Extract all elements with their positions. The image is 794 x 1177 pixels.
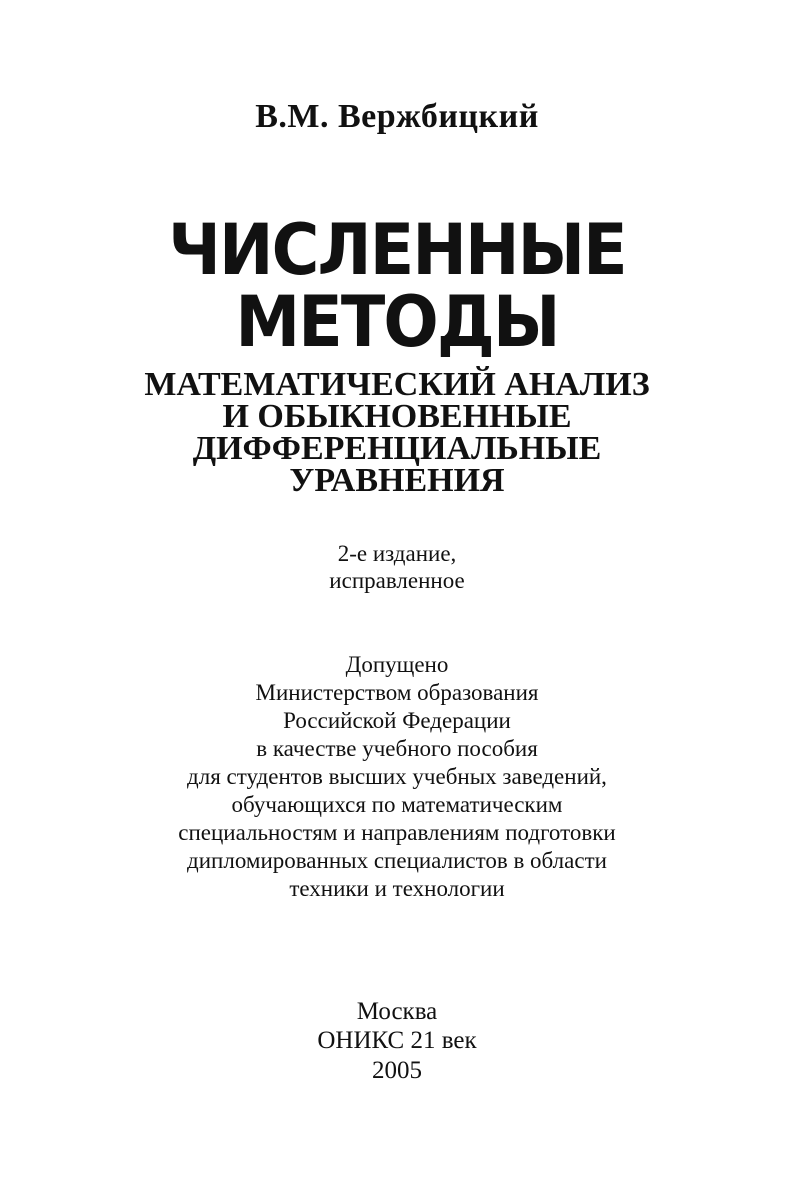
author-name: В.М. Вержбицкий [255, 98, 539, 135]
approval-line: дипломированных специалистов в области [187, 848, 607, 873]
imprint-city: Москва [356, 998, 438, 1025]
approval-line: специальностям и направлениям подготовки [178, 820, 616, 845]
approval-line: техники и технологии [289, 876, 505, 901]
approval-line: Российской Федерации [283, 708, 511, 733]
subtitle-line-1: МАТЕМАТИЧЕСКИЙ АНАЛИЗ [144, 366, 650, 403]
edition-line-1: 2-е издание, [337, 541, 457, 566]
subtitle-line-4: УРАВНЕНИЯ [289, 462, 505, 499]
book-title-line-1: ЧИСЛЕННЫЕ [168, 209, 626, 291]
edition-line-2: исправленное [329, 568, 465, 593]
book-title-line-2: МЕТОДЫ [235, 281, 559, 363]
approval-line: Министерством образования [255, 680, 539, 705]
approval-line: в качестве учебного пособия [256, 736, 538, 761]
imprint-year: 2005 [372, 1057, 422, 1084]
subtitle-line-3: ДИФФЕРЕНЦИАЛЬНЫЕ [192, 430, 602, 467]
approval-line: обучающихся по математическим [231, 792, 563, 817]
imprint-publisher: ОНИКС 21 век [317, 1027, 477, 1054]
subtitle-line-2: И ОБЫКНОВЕННЫЕ [222, 398, 572, 435]
approval-line: Допущено [345, 652, 449, 677]
approval-line: для студентов высших учебных заведений, [187, 764, 607, 789]
